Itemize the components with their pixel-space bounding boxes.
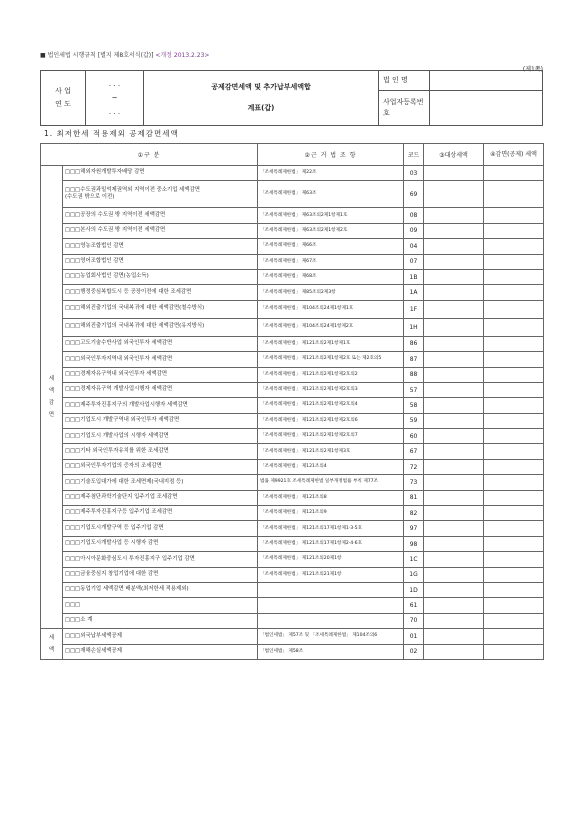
table-row xyxy=(41,336,544,351)
row-name: □□□본사의 수도권 밖 지역이전 세액감면 xyxy=(63,223,258,238)
row-code: 1H xyxy=(404,318,424,336)
reduced-tax-field[interactable] xyxy=(484,181,544,208)
row-code: 81 xyxy=(404,490,424,505)
row-law: 「법인세법」 제57조 및 「조세특례제한법」 제104조의6 xyxy=(258,629,404,644)
table-row xyxy=(41,318,544,336)
reduced-tax-field[interactable] xyxy=(484,552,544,567)
row-name: □□□경제자유구역 개발사업시행자 세액감면 xyxy=(63,382,258,397)
reduced-tax-field[interactable] xyxy=(484,336,544,351)
target-tax-field[interactable] xyxy=(424,629,484,644)
row-law: 「조세특례제한법」 제121조의17제1항제2·4·6호 xyxy=(258,536,404,551)
row-code: 07 xyxy=(404,254,424,269)
row-law xyxy=(258,598,404,613)
row-code: 87 xyxy=(404,352,424,367)
row-name: □□□재해손실세액공제 xyxy=(63,644,258,659)
form-header xyxy=(40,50,209,59)
target-tax-field[interactable] xyxy=(424,413,484,428)
row-name: □□□소 계 xyxy=(63,613,258,628)
reduced-tax-field[interactable] xyxy=(484,285,544,300)
row-law: 「조세특례제한법」 제121조의2제1항제2호의2 xyxy=(258,367,404,382)
row-name: □□□영어조합법인 감면 xyxy=(63,254,258,269)
row-name: □□□해외자원개발투자배당 감면 xyxy=(63,166,258,181)
row-law: 「조세특례제한법」 제121조의2제1항제2호의7 xyxy=(258,429,404,444)
table-row xyxy=(41,552,544,567)
biz-no-field[interactable] xyxy=(430,90,543,125)
table-row xyxy=(41,582,544,597)
table-row xyxy=(41,413,544,428)
target-tax-field[interactable] xyxy=(424,552,484,567)
table-row xyxy=(41,490,544,505)
table-row xyxy=(41,567,544,582)
reduced-tax-field[interactable] xyxy=(484,398,544,413)
target-tax-field[interactable] xyxy=(424,223,484,238)
target-tax-field[interactable] xyxy=(424,598,484,613)
table-row xyxy=(41,613,544,628)
table-row xyxy=(41,208,544,223)
row-code: 04 xyxy=(404,239,424,254)
reduced-tax-field[interactable] xyxy=(484,318,544,336)
reduced-tax-field[interactable] xyxy=(484,613,544,628)
target-tax-field[interactable] xyxy=(424,166,484,181)
row-name: □□□ xyxy=(63,598,258,613)
target-tax-field[interactable] xyxy=(424,582,484,597)
row-law: 「조세특례제한법」 제63조의2제1항제1호 xyxy=(258,208,404,223)
table-row xyxy=(41,629,544,644)
target-tax-field[interactable] xyxy=(424,318,484,336)
row-name: □□□해외진출기업의 국내복귀에 대한 세액감면(철수방식) xyxy=(63,300,258,318)
table-row xyxy=(41,444,544,459)
target-tax-field[interactable] xyxy=(424,475,484,490)
row-code: 72 xyxy=(404,459,424,474)
target-tax-field[interactable] xyxy=(424,398,484,413)
table-row xyxy=(41,367,544,382)
row-name: □□□해외진출기업의 국내복귀에 대한 세액감면(유지방식) xyxy=(63,318,258,336)
table-row xyxy=(41,536,544,551)
row-code: 1C xyxy=(404,552,424,567)
row-law: 「조세특례제한법」 제121조의20제1항 xyxy=(258,552,404,567)
row-code: 1F xyxy=(404,300,424,318)
target-tax-field[interactable] xyxy=(424,567,484,582)
row-code: 1G xyxy=(404,567,424,582)
form-title: 공제감면세액 및 추가납부세액합 계표(갑) xyxy=(144,71,379,126)
row-name: □□□경제자유구역내 외국인투자 세액감면 xyxy=(63,367,258,382)
target-tax-field[interactable] xyxy=(424,269,484,284)
biz-no-label: 사업자등록번호 xyxy=(379,90,430,125)
target-tax-field[interactable] xyxy=(424,506,484,521)
row-name: □□□고도기술수반사업 외국인투자 세액감면 xyxy=(63,336,258,351)
reduced-tax-field[interactable] xyxy=(484,567,544,582)
reduced-tax-field[interactable] xyxy=(484,367,544,382)
row-law: 「조세특례제한법」 제63조 xyxy=(258,181,404,208)
table-row xyxy=(41,181,544,208)
reduced-tax-field[interactable] xyxy=(484,352,544,367)
row-name: □□□공장의 수도권 밖 지역이전 세액감면 xyxy=(63,208,258,223)
table-row xyxy=(41,254,544,269)
table-row xyxy=(41,506,544,521)
row-law: 「조세특례제한법」 제68조 xyxy=(258,269,404,284)
table-row xyxy=(41,166,544,181)
reduced-tax-field[interactable] xyxy=(484,582,544,597)
col-header-code: 코드 xyxy=(404,144,424,166)
table-row xyxy=(41,269,544,284)
col-header-target-tax: ③대상세액 xyxy=(424,144,484,166)
col-header-reduced-tax: ④감면(공제) 세액 xyxy=(484,144,544,166)
row-name: □□□제주투자진흥지구등 입주기업 조세감면 xyxy=(63,506,258,521)
row-code: 1B xyxy=(404,269,424,284)
row-law xyxy=(258,582,404,597)
row-code: 69 xyxy=(404,181,424,208)
reduced-tax-field[interactable] xyxy=(484,254,544,269)
col-header-law: ②근 거 법 조 항 xyxy=(258,144,404,166)
row-name: □□□영농조합법인 감면 xyxy=(63,239,258,254)
target-tax-field[interactable] xyxy=(424,521,484,536)
corp-name-label: 법 인 명 xyxy=(379,71,430,91)
row-name: □□□제주첨단과학기술단지 입주기업 조세감면 xyxy=(63,490,258,505)
row-name: □□□기타 외국인투자유치를 위한 조세감면 xyxy=(63,444,258,459)
reduced-tax-field[interactable] xyxy=(484,444,544,459)
reduced-tax-field[interactable] xyxy=(484,644,544,659)
row-code: 01 xyxy=(404,629,424,644)
row-name: □□□기업도시 개발사업의 시행자 세액감면 xyxy=(63,429,258,444)
row-code: 88 xyxy=(404,367,424,382)
table-row xyxy=(41,398,544,413)
row-code: 03 xyxy=(404,166,424,181)
row-name: □□□행정중심복합도시 등 공장이전에 대한 조세감면 xyxy=(63,285,258,300)
table-row xyxy=(41,429,544,444)
row-code: 59 xyxy=(404,413,424,428)
row-name: □□□수도권과밀억제권역외 지역이전 중소기업 세액감면 (수도권 밖으로 이전) xyxy=(63,181,258,208)
target-tax-field[interactable] xyxy=(424,352,484,367)
table-row xyxy=(41,644,544,659)
target-tax-field[interactable] xyxy=(424,239,484,254)
row-name: □□□제주투자진흥지구의 개발사업시행자 세액감면 xyxy=(63,398,258,413)
row-name: □□□외국인투자기업의 증자의 조세감면 xyxy=(63,459,258,474)
row-name: □□□농업회사법인 감면(농업소득) xyxy=(63,269,258,284)
row-name: □□□기업도시개발구역 등 입주기업 감면 xyxy=(63,521,258,536)
row-code: 86 xyxy=(404,336,424,351)
target-tax-field[interactable] xyxy=(424,382,484,397)
target-tax-field[interactable] xyxy=(424,644,484,659)
reduced-tax-field[interactable] xyxy=(484,506,544,521)
table-row xyxy=(41,382,544,397)
reduced-tax-field[interactable] xyxy=(484,166,544,181)
table-row xyxy=(41,223,544,238)
row-code: 82 xyxy=(404,506,424,521)
reduced-tax-field[interactable] xyxy=(484,475,544,490)
group-label: 세 액 xyxy=(41,629,63,660)
target-tax-field[interactable] xyxy=(424,254,484,269)
revision-note: <개정 2013.2.23> xyxy=(155,52,210,59)
row-law: 「조세특례제한법」 제121조의2제1항제2호의6 xyxy=(258,413,404,428)
reduced-tax-field[interactable] xyxy=(484,490,544,505)
reduced-tax-field[interactable] xyxy=(484,521,544,536)
table-row xyxy=(41,352,544,367)
row-name: □□□외국인투자지역내 외국인투자 세액감면 xyxy=(63,352,258,367)
row-law: 「조세특례제한법」 제121조의21제1항 xyxy=(258,567,404,582)
row-law: 「조세특례제한법」 제22조 xyxy=(258,166,404,181)
table-row xyxy=(41,475,544,490)
reduction-table xyxy=(40,143,544,660)
row-law: 「조세특례제한법」 제66조 xyxy=(258,239,404,254)
target-tax-field[interactable] xyxy=(424,613,484,628)
row-law: 「조세특례제한법」 제121조의2제1항제1호 xyxy=(258,336,404,351)
row-law: 「조세특례제한법」 제121조의17제1항제1·3·5호 xyxy=(258,521,404,536)
reduced-tax-field[interactable] xyxy=(484,459,544,474)
row-code: 60 xyxy=(404,429,424,444)
row-law xyxy=(258,613,404,628)
row-code: 97 xyxy=(404,521,424,536)
row-name: □□□외국납부세액공제 xyxy=(63,629,258,644)
target-tax-field[interactable] xyxy=(424,208,484,223)
row-code: 73 xyxy=(404,475,424,490)
target-tax-field[interactable] xyxy=(424,490,484,505)
col-header-category: ①구 분 xyxy=(41,144,258,166)
reduced-tax-field[interactable] xyxy=(484,429,544,444)
row-name: □□□아시아문화중심도시 투자진흥지구 입주기업 감면 xyxy=(63,552,258,567)
page-number: (제1쪽) xyxy=(522,66,543,73)
row-law: 「조세특례제한법」 제121조의8 xyxy=(258,490,404,505)
row-name: □□□기업도시개발사업 등 시행자 감면 xyxy=(63,536,258,551)
reduced-tax-field[interactable] xyxy=(484,269,544,284)
row-name: □□□기업도시 개발구역내 외국인투자 세액감면 xyxy=(63,413,258,428)
target-tax-field[interactable] xyxy=(424,181,484,208)
row-code: 58 xyxy=(404,398,424,413)
row-law: 법률 제9921호 조세특례제한법 일부개정법률 부칙 제77조 xyxy=(258,475,404,490)
target-tax-field[interactable] xyxy=(424,444,484,459)
target-tax-field[interactable] xyxy=(424,285,484,300)
row-law: 「조세특례제한법」 제104조의24제1항제1호 xyxy=(258,300,404,318)
row-code: 67 xyxy=(404,444,424,459)
form-header-text: ■ 법인세법 시행규칙 [별지 제8호서식(갑)] xyxy=(40,52,154,59)
table-row xyxy=(41,285,544,300)
target-tax-field[interactable] xyxy=(424,367,484,382)
reduced-tax-field[interactable] xyxy=(484,382,544,397)
row-code: 09 xyxy=(404,223,424,238)
reduced-tax-field[interactable] xyxy=(484,223,544,238)
row-law: 「조세특례제한법」 제121조의2제1항제3호 xyxy=(258,444,404,459)
row-law: 「조세특례제한법」 제85조의2제3항 xyxy=(258,285,404,300)
row-law: 「조세특례제한법」 제121조의2제1항제2호의3 xyxy=(258,382,404,397)
corp-name-field[interactable] xyxy=(430,71,543,91)
row-code: 08 xyxy=(404,208,424,223)
reduced-tax-field[interactable] xyxy=(484,413,544,428)
target-tax-field[interactable] xyxy=(424,459,484,474)
table-row xyxy=(41,459,544,474)
row-code: 98 xyxy=(404,536,424,551)
row-law: 「조세특례제한법」 제121조의2제1항제2호의4 xyxy=(258,398,404,413)
row-name: □□□동업기업 세액감면 배분액(최저한세 적용제외) xyxy=(63,582,258,597)
section-title: 1. 최저한세 적용제외 공제감면세액 xyxy=(44,129,179,138)
reduced-tax-field[interactable] xyxy=(484,536,544,551)
reduced-tax-field[interactable] xyxy=(484,239,544,254)
business-year-dates[interactable]: . . . ~ . . . xyxy=(86,71,144,126)
row-code: 1A xyxy=(404,285,424,300)
table-row xyxy=(41,239,544,254)
title-block xyxy=(40,70,543,126)
table-row xyxy=(41,300,544,318)
row-code: 61 xyxy=(404,598,424,613)
row-code: 1D xyxy=(404,582,424,597)
row-law: 「조세특례제한법」 제121조의2제1항제2호 또는 제2호의5 xyxy=(258,352,404,367)
reduced-tax-field[interactable] xyxy=(484,598,544,613)
row-law: 「조세특례제한법」 제63조의2제1항제2호 xyxy=(258,223,404,238)
row-code: 57 xyxy=(404,382,424,397)
row-law: 「조세특례제한법」 제121조의9 xyxy=(258,506,404,521)
reduced-tax-field[interactable] xyxy=(484,629,544,644)
row-law: 「조세특례제한법」 제121조의4 xyxy=(258,459,404,474)
row-code: 70 xyxy=(404,613,424,628)
table-row xyxy=(41,598,544,613)
target-tax-field[interactable] xyxy=(424,536,484,551)
target-tax-field[interactable] xyxy=(424,429,484,444)
row-law: 「법인세법」 제58조 xyxy=(258,644,404,659)
row-code: 02 xyxy=(404,644,424,659)
reduced-tax-field[interactable] xyxy=(484,300,544,318)
row-law: 「조세특례제한법」 제104조의24제1항제2호 xyxy=(258,318,404,336)
row-name: □□□금융중심지 창업기업에 대한 감면 xyxy=(63,567,258,582)
business-year-label: 사 업 연 도 xyxy=(41,71,86,126)
table-row xyxy=(41,521,544,536)
row-name: □□□기술도입대가에 대한 조세면제(국내지점 등) xyxy=(63,475,258,490)
group-label: 세 액 감 면 xyxy=(41,166,63,629)
reduced-tax-field[interactable] xyxy=(484,208,544,223)
row-law: 「조세특례제한법」 제67조 xyxy=(258,254,404,269)
target-tax-field[interactable] xyxy=(424,336,484,351)
target-tax-field[interactable] xyxy=(424,300,484,318)
